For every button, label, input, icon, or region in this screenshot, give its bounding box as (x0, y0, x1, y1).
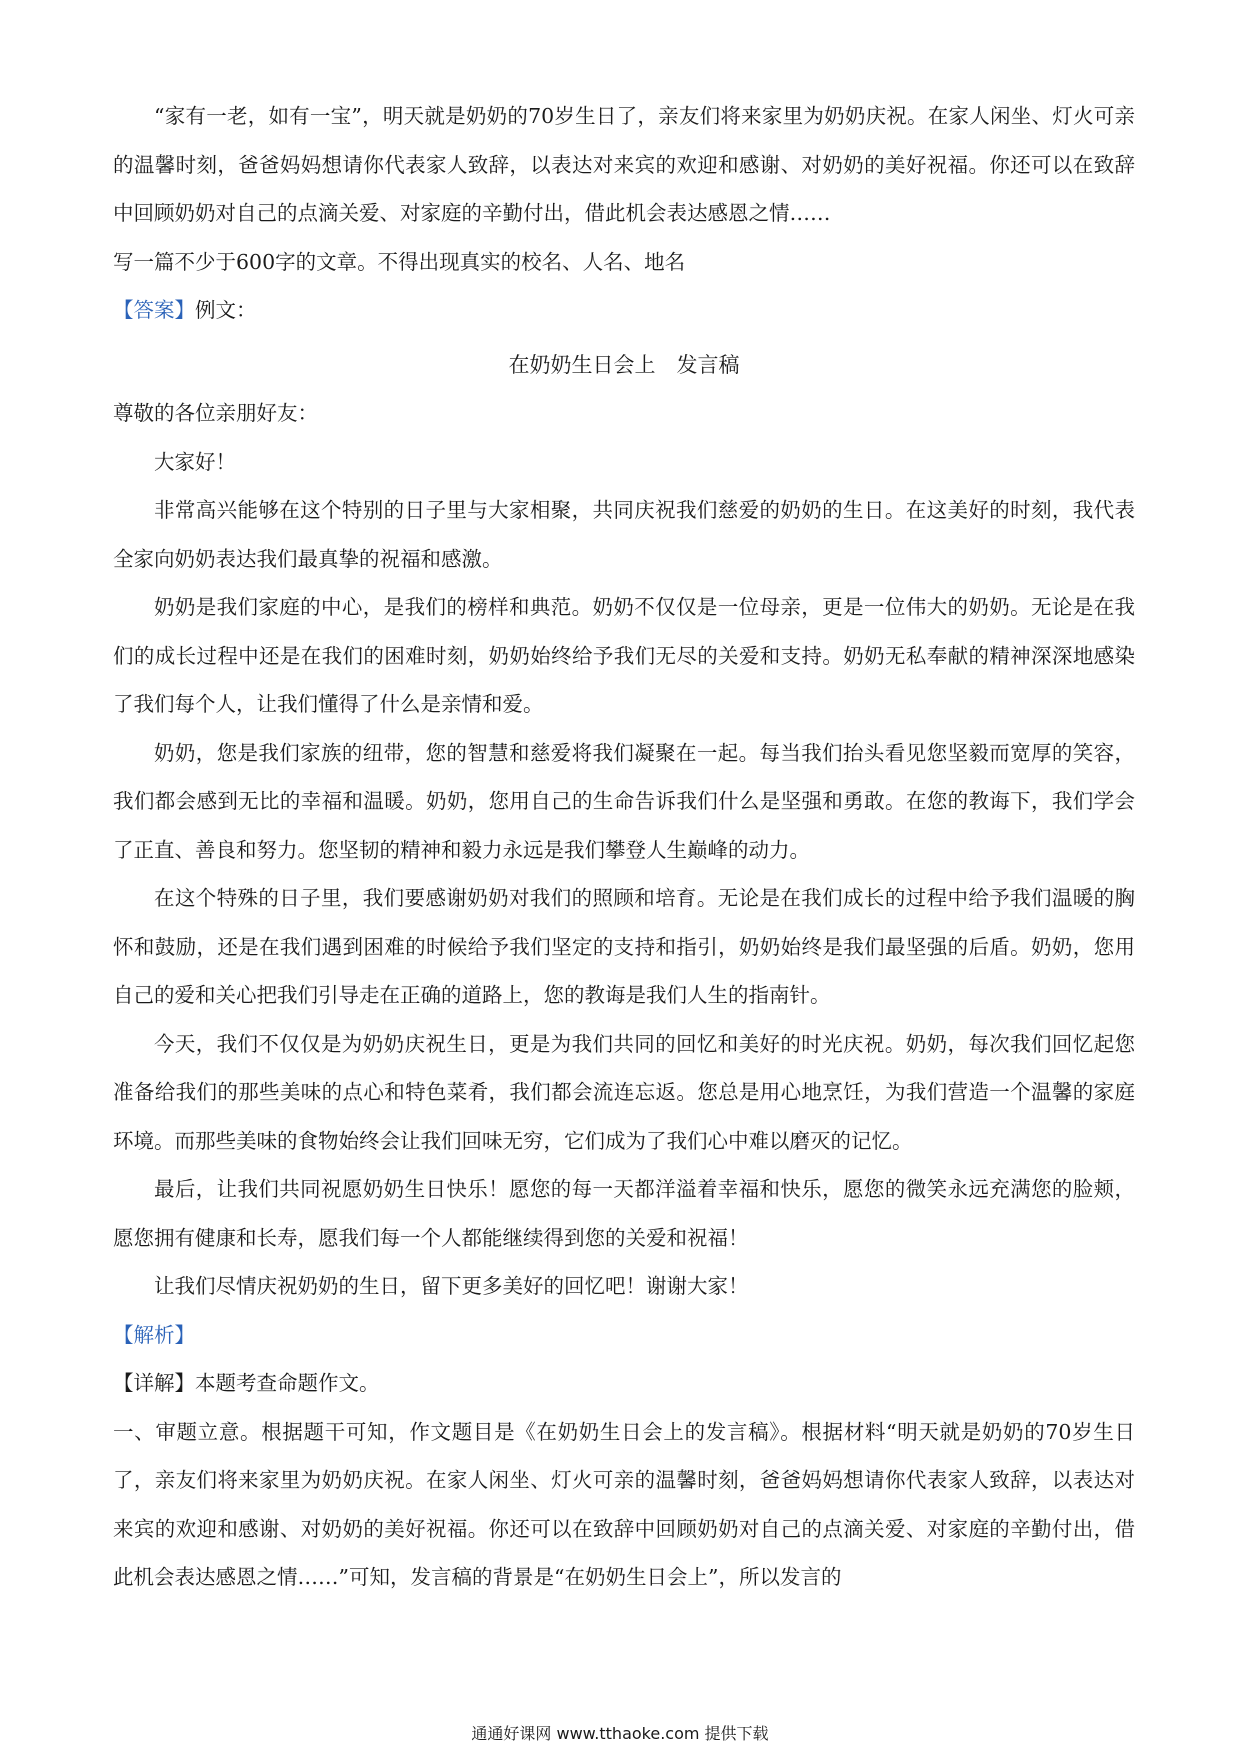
analysis-point-1: 一、审题立意。根据题干可知，作文题目是《在奶奶生日会上的发言稿》。根据材料“明天就是奶奶的70岁生日了，亲友们将来家里为奶奶庆祝。在家人闲坐、灯火可亲的温馨时刻，爸爸妈妈想请你代表家人致辞，以表达对来宾的欢迎和感谢、对奶奶的美好祝福。你还可以在致辞中回顾奶奶对自己的点滴关爱、对家庭的辛勤付出，借此机会表达感恩之情……”可知，发言稿的背景是“在奶奶生日会上”，所以发言的 (113, 1419, 1135, 1589)
analysis-detail (113, 1359, 1135, 1408)
essay-body (113, 389, 1135, 1602)
prompt-text: “家有一老，如有一宝”，明天就是奶奶的70岁生日了，亲友们将来家里为奶奶庆祝。在家人闲坐、灯火可亲的温馨时刻，爸爸妈妈想请你代表家人致辞，以表达对来宾的欢迎和感谢、对奶奶的美好祝福。你还可以在致辞中回顾奶奶对自己的点滴关爱、对家庭的辛勤付出，借此机会表达感恩之情…… (113, 104, 1135, 225)
answer-label: 例文： (195, 298, 257, 322)
detail-tag: 【详解】 (113, 1371, 195, 1395)
detail-text: 本题考查命题作文。 (195, 1371, 380, 1395)
footer-watermark: 通通好课网 www.tthaoke.com 提供下载 (471, 1724, 769, 1743)
essay-paragraph: 奶奶，您是我们家族的纽带，您的智慧和慈爱将我们凝聚在一起。每当我们抬头看见您坚毅而宽厚的笑容，我们都会感到无比的幸福和温暖。奶奶，您用自己的生命告诉我们什么是坚强和勇敢。在您的教诲下，我们学会了正直、善良和努力。您坚韧的精神和毅力永远是我们攀登人生巅峰的动力。 (113, 740, 1135, 862)
answer-heading (113, 286, 1135, 335)
analysis-heading (113, 1311, 1135, 1360)
analysis-tag: 【解析】 (113, 1322, 195, 1347)
essay-salutation: 尊敬的各位亲朋好友： (113, 401, 318, 425)
answer-tag: 【答案】 (113, 298, 195, 322)
prompt-section (113, 92, 1135, 335)
essay-title: 在奶奶生日会上 发言稿 (508, 353, 740, 377)
essay-paragraph: 今天，我们不仅仅是为奶奶庆祝生日，更是为我们共同的回忆和美好的时光庆祝。奶奶，每次我们回忆起您准备给我们的那些美味的点心和特色菜肴，我们都会流连忘返。您总是用心地烹饪，为我们营造一个温馨的家庭环境。而那些美味的食物始终会让我们回味无穷，它们成为了我们心中难以磨灭的记忆。 (113, 1031, 1135, 1153)
essay-paragraph: 让我们尽情庆祝奶奶的生日，留下更多美好的回忆吧！谢谢大家！ (154, 1274, 749, 1298)
essay-paragraph: 最后，让我们共同祝愿奶奶生日快乐！愿您的每一天都洋溢着幸福和快乐，愿您的微笑永远充满您的脸颊，愿您拥有健康和长寿，愿我们每一个人都能继续得到您的关爱和祝福！ (113, 1177, 1135, 1250)
essay-greeting: 大家好！ (154, 449, 236, 474)
essay-paragraph: 奶奶是我们家庭的中心，是我们的榜样和典范。奶奶不仅仅是一位母亲，更是一位伟大的奶奶。无论是在我们的成长过程中还是在我们的困难时刻，奶奶始终给予我们无尽的关爱和支持。奶奶无私奉献的精神深深地感染了我们每个人，让我们懂得了什么是亲情和爱。 (113, 595, 1135, 716)
prompt-requirement: 写一篇不少于600字的文章。不得出现真实的校名、人名、地名 (113, 249, 686, 274)
essay-paragraph: 非常高兴能够在这个特别的日子里与大家相聚，共同庆祝我们慈爱的奶奶的生日。在这美好的时刻，我代表全家向奶奶表达我们最真挚的祝福和感激。 (113, 498, 1135, 571)
essay-paragraph: 在这个特殊的日子里，我们要感谢奶奶对我们的照顾和培育。无论是在我们成长的过程中给予我们温暖的胸怀和鼓励，还是在我们遇到困难的时候给予我们坚定的支持和指引，奶奶始终是我们最坚强的后盾。奶奶，您用自己的爱和关心把我们引导走在正确的道路上，您的教诲是我们人生的指南针。 (113, 886, 1135, 1007)
